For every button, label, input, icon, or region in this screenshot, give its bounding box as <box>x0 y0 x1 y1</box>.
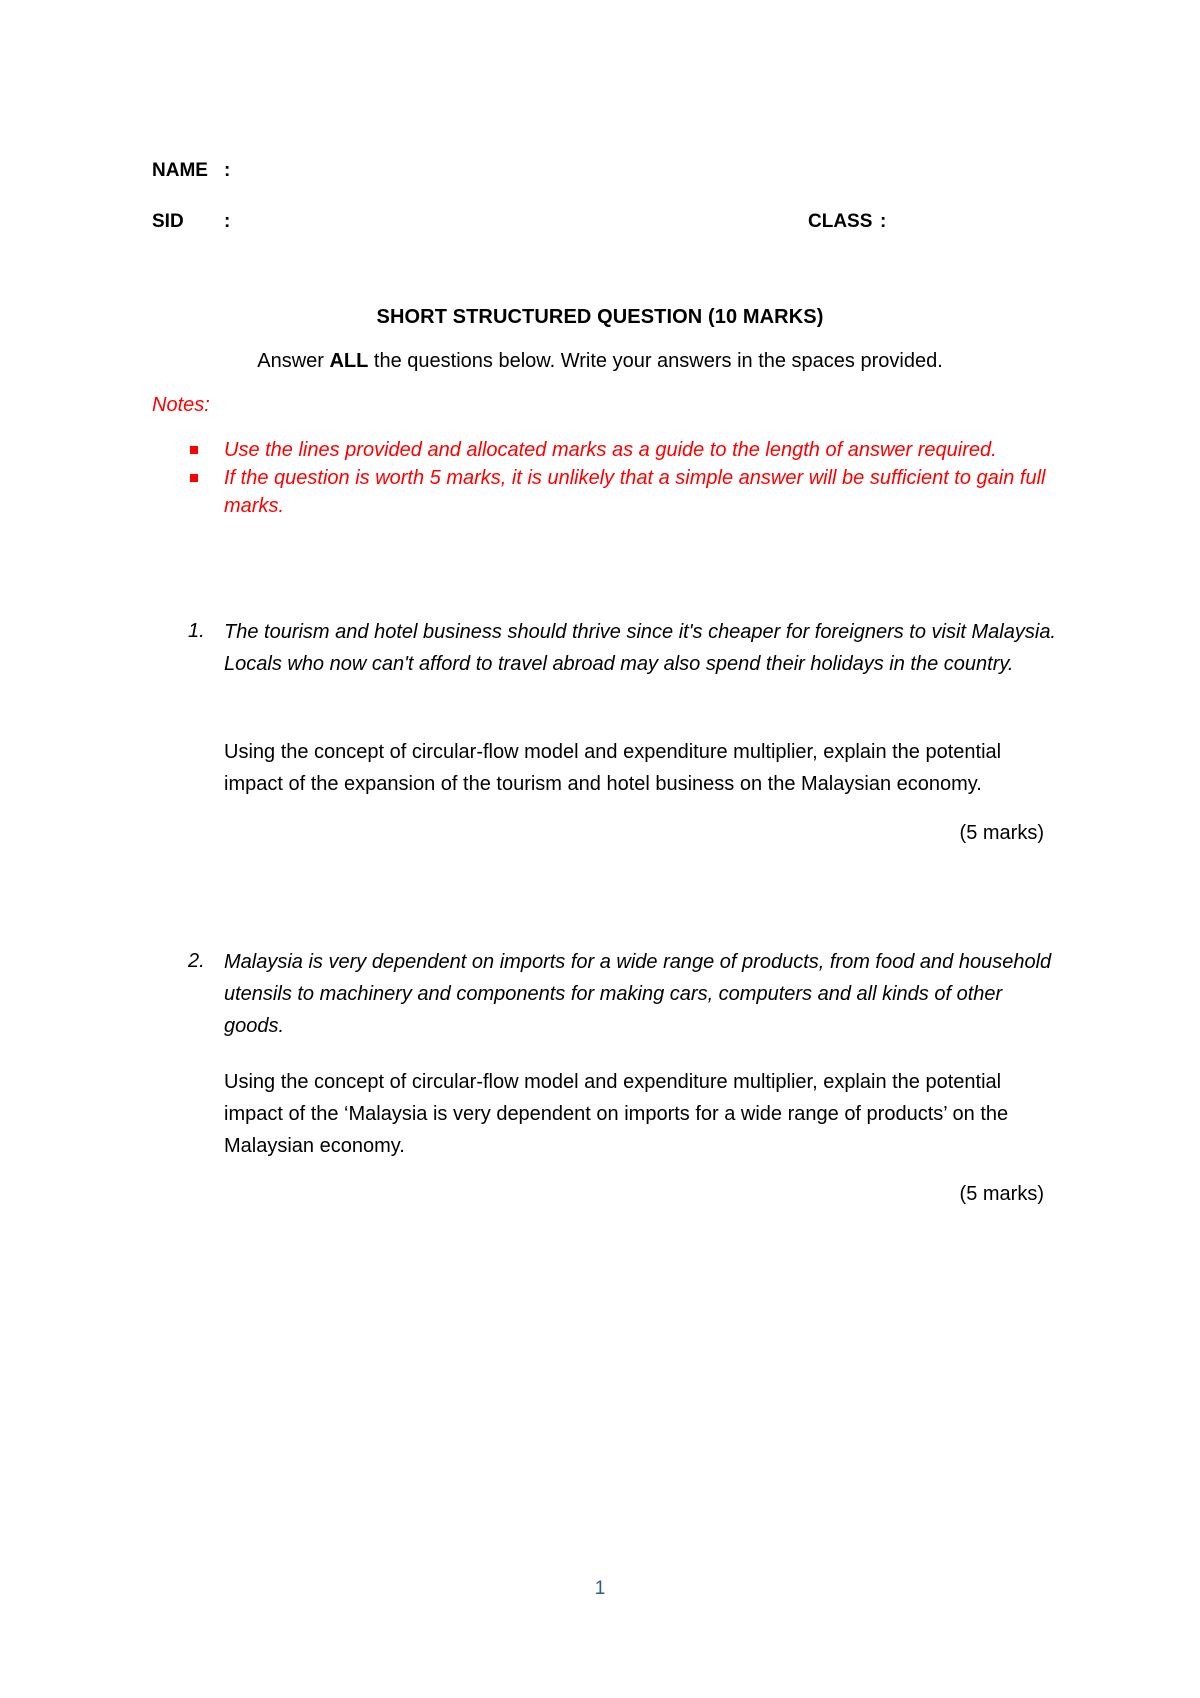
question-2-marks: (5 marks) <box>959 1183 1044 1205</box>
note-text: If the question is worth 5 marks, it is unlikely that a simple answer will be sufficient to gain full marks. <box>224 467 1046 517</box>
instruction-before: Answer <box>257 350 330 372</box>
name-label: NAME <box>152 160 208 181</box>
name-colon: : <box>224 160 231 181</box>
sid-label: SID <box>152 211 184 232</box>
square-bullet-icon <box>190 474 198 482</box>
sid-colon: : <box>224 211 231 232</box>
instruction-bold: ALL <box>329 350 369 372</box>
section-heading: SHORT STRUCTURED QUESTION (10 MARKS) <box>376 306 824 328</box>
page-number: 1 <box>594 1578 606 1599</box>
question-1-scenario: The tourism and hotel business should thrive since it's cheaper for foreigners to visit Malaysia. Locals who now can't afford to travel abroad may also spend their holidays in the country. <box>224 621 1056 675</box>
question-1-number: 1. <box>188 620 205 642</box>
class-colon: : <box>880 211 887 232</box>
note-item <box>224 436 1060 464</box>
square-bullet-icon <box>190 446 198 454</box>
notes-title: Notes: <box>152 394 210 416</box>
question-2-scenario: Malaysia is very dependent on imports for a wide range of products, from food and household utensils to machinery and components for making cars, computers and all kinds of other goods. <box>224 951 1052 1037</box>
note-item <box>224 464 1060 520</box>
instruction-line <box>0 350 1200 373</box>
question-2-task: Using the concept of circular-flow model and expenditure multiplier, explain the potential impact of the ‘Malaysia is very dependent on imports for a wide range of products’ on the Malaysian economy. <box>224 1071 1009 1157</box>
instruction-after: the questions below. Write your answers in the spaces provided. <box>368 350 943 372</box>
question-1-marks: (5 marks) <box>959 822 1044 844</box>
question-2-number: 2. <box>188 950 205 972</box>
question-1-task: Using the concept of circular-flow model and expenditure multiplier, explain the potential impact of the expansion of the tourism and hotel business on the Malaysian economy. <box>224 741 1002 795</box>
note-text: Use the lines provided and allocated marks as a guide to the length of answer required. <box>224 439 997 461</box>
class-label: CLASS <box>808 211 873 232</box>
